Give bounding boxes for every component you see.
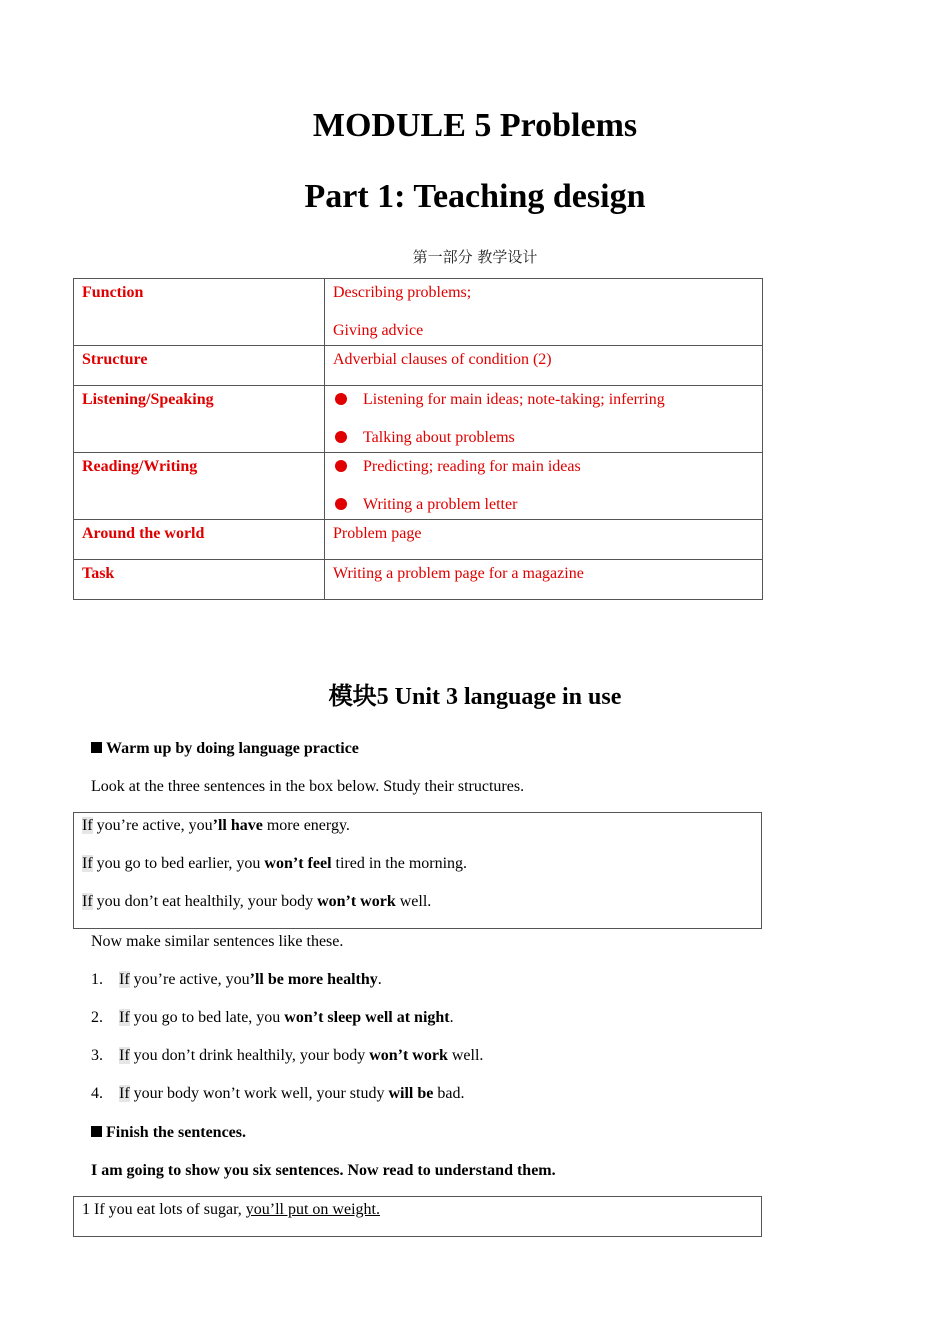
finish-heading: Finish the sentences. — [91, 1123, 246, 1143]
value-line: Adverbial clauses of condition (2) — [333, 351, 552, 368]
make-instruction: Now make similar sentences like these. — [91, 933, 344, 950]
table-row — [74, 520, 763, 560]
example-sentence: If you go to bed earlier, you won’t feel tired in the morning. — [82, 855, 468, 872]
bullet-icon — [335, 393, 347, 405]
square-bullet-icon — [91, 742, 102, 753]
value-line: Describing problems; — [333, 284, 472, 301]
teaching-design-table — [73, 278, 763, 600]
numbered-sentence: 4. If your body won’t work well, your study will be bad. — [91, 1085, 465, 1102]
bullet-text: Listening for main ideas; note-taking; inferring — [363, 391, 665, 408]
row-value — [325, 346, 763, 386]
numbered-sentence: 3. If you don’t drink healthily, your body won’t work well. — [91, 1047, 484, 1064]
row-value — [325, 453, 763, 520]
table-row — [74, 386, 763, 453]
bullet-text: Talking about problems — [363, 429, 515, 446]
row-label: Listening/Speaking — [74, 386, 325, 453]
row-label: Function — [74, 279, 325, 346]
table-row — [74, 560, 763, 600]
row-label: Task — [74, 560, 325, 600]
page-title: MODULE 5 Problems — [312, 107, 638, 144]
table-row — [74, 453, 763, 520]
row-label: Reading/Writing — [74, 453, 325, 520]
row-value — [325, 520, 763, 560]
numbered-sentence: 1. If you’re active, you’ll be more healthy. — [91, 971, 382, 988]
row-label: Around the world — [74, 520, 325, 560]
bullet-icon — [335, 460, 347, 472]
section-title: 模块5 Unit 3 language in use — [328, 684, 622, 710]
table-row — [74, 279, 763, 346]
warmup-heading: Warm up by doing language practice — [91, 739, 359, 759]
value-line: Giving advice — [333, 322, 424, 339]
page-subtitle: Part 1: Teaching design — [304, 178, 646, 215]
row-label: Structure — [74, 346, 325, 386]
bullet-text: Predicting; reading for main ideas — [363, 458, 581, 475]
square-bullet-icon — [91, 1126, 102, 1137]
bullet-icon — [335, 498, 347, 510]
value-line: Problem page — [333, 525, 422, 542]
bullet-text: Writing a problem letter — [363, 496, 518, 513]
finish-instruction: I am going to show you six sentences. Now read to understand them. — [91, 1162, 556, 1179]
chinese-subtitle: 第一部分 教学设计 — [412, 248, 538, 266]
bullet-icon — [335, 431, 347, 443]
example-sentence: If you’re active, you’ll have more energy. — [82, 817, 350, 834]
row-value — [325, 386, 763, 453]
row-value — [325, 279, 763, 346]
warmup-instruction: Look at the three sentences in the box below. Study their structures. — [91, 778, 525, 795]
row-value — [325, 560, 763, 600]
numbered-sentence: 2. If you go to bed late, you won’t sleep well at night. — [91, 1009, 454, 1026]
table-row — [74, 346, 763, 386]
example-sentence: If you don’t eat healthily, your body won’t work well. — [82, 893, 432, 910]
box-sentence: 1 If you eat lots of sugar, you’ll put on weight. — [82, 1201, 380, 1218]
value-line: Writing a problem page for a magazine — [333, 565, 584, 582]
